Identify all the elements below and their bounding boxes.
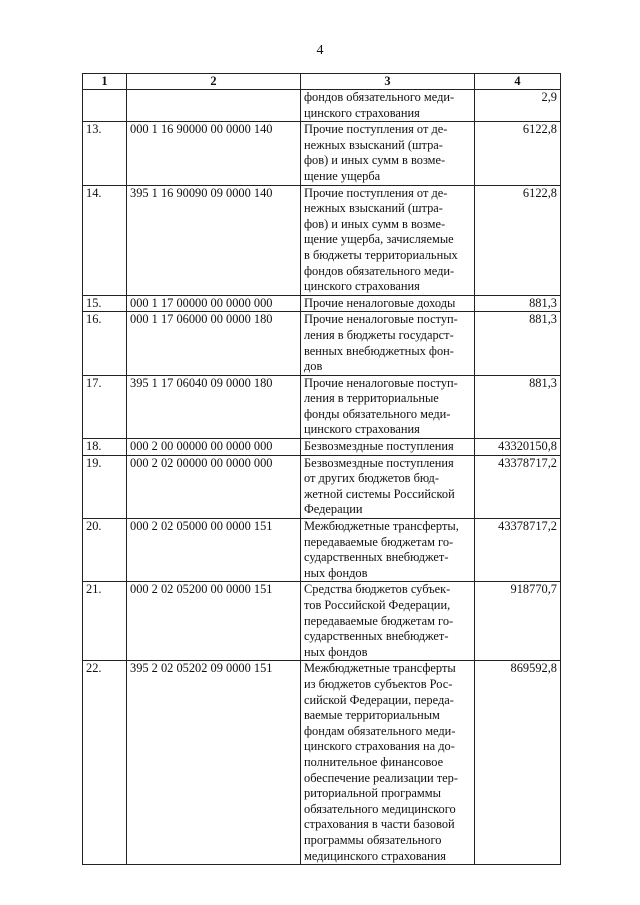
description-line: фондам обязательного меди-: [304, 723, 456, 738]
page-number: 4: [316, 43, 324, 58]
revenue-description: [301, 122, 475, 185]
row-number: 15.: [83, 295, 127, 312]
row-number: 18.: [83, 439, 127, 456]
revenue-description: [301, 375, 475, 438]
budget-classification-code: 395 1 17 06040 09 0000 180: [127, 375, 301, 438]
description-line: цинского страхования: [304, 279, 420, 294]
row-number: 22.: [83, 661, 127, 865]
column-header: 3: [301, 74, 475, 90]
description-line: щение ущерба, зачисляемые: [304, 232, 454, 247]
table-row: [83, 455, 561, 518]
table-row: [83, 519, 561, 582]
budget-classification-code: [127, 90, 301, 122]
description-line: Средства бюджетов субъек-: [304, 582, 451, 597]
budget-classification-code: 000 1 17 06000 00 0000 180: [127, 312, 301, 375]
table-row: [83, 439, 561, 456]
amount: 881,3: [475, 375, 561, 438]
description-line: Прочие неналоговые поступ-: [304, 375, 458, 390]
description-line: ных фондов: [304, 565, 368, 580]
description-line: Прочие неналоговые поступ-: [304, 312, 458, 327]
description-line: Прочие поступления от де-: [304, 122, 448, 137]
table-row: [83, 375, 561, 438]
table-row: [83, 661, 561, 865]
description-line: ваемые территориальным: [304, 708, 440, 723]
row-number: 16.: [83, 312, 127, 375]
description-line: Федерации: [304, 502, 363, 517]
row-number: 13.: [83, 122, 127, 185]
row-number: [83, 90, 127, 122]
description-line: передаваемые бюджетам го-: [304, 613, 454, 628]
revenue-description: [301, 455, 475, 518]
column-header: 4: [475, 74, 561, 90]
budget-classification-code: 000 2 02 05200 00 0000 151: [127, 582, 301, 661]
description-line: ления в территориальные: [304, 391, 439, 406]
description-line: нежных взысканий (штра-: [304, 201, 443, 216]
revenue-description: [301, 519, 475, 582]
amount: 43320150,8: [475, 439, 561, 456]
table-row: [83, 582, 561, 661]
description-line: щение ущерба: [304, 168, 381, 183]
row-number: 17.: [83, 375, 127, 438]
table-row: [83, 90, 561, 122]
description-line: Прочие поступления от де-: [304, 185, 448, 200]
description-line: страхования в части базовой: [304, 817, 455, 832]
amount: 869592,8: [475, 661, 561, 865]
column-header: 2: [127, 74, 301, 90]
amount: 43378717,2: [475, 519, 561, 582]
revenue-description: [301, 295, 475, 312]
amount: 6122,8: [475, 122, 561, 185]
amount: 881,3: [475, 312, 561, 375]
description-line: дов: [304, 359, 323, 374]
row-number: 20.: [83, 519, 127, 582]
row-number: 19.: [83, 455, 127, 518]
description-line: Безвозмездные поступления: [304, 439, 454, 454]
description-line: Прочие неналоговые доходы: [304, 295, 456, 310]
revenue-description: [301, 439, 475, 456]
table-row: [83, 122, 561, 185]
description-line: Безвозмездные поступления: [304, 455, 454, 470]
description-line: цинского страхования на до-: [304, 739, 455, 754]
description-line: от других бюджетов бюд-: [304, 471, 439, 486]
description-line: фондов обязательного меди-: [304, 90, 455, 104]
description-line: фов) и иных сумм в возме-: [304, 153, 446, 168]
description-line: из бюджетов субъектов Рос-: [304, 676, 453, 691]
table-header-row: [83, 74, 561, 90]
amount: 881,3: [475, 295, 561, 312]
description-line: нежных взысканий (штра-: [304, 137, 443, 152]
column-header: 1: [83, 74, 127, 90]
revenue-description: [301, 312, 475, 375]
revenue-description: [301, 90, 475, 122]
description-line: сударственных внебюджет-: [304, 629, 449, 644]
description-line: обеспечение реализации тер-: [304, 770, 458, 785]
revenue-description: [301, 185, 475, 295]
revenue-description: [301, 661, 475, 865]
revenue-description: [301, 582, 475, 661]
description-line: венных внебюджетных фон-: [304, 343, 454, 358]
description-line: тов Российской Федерации,: [304, 598, 451, 612]
description-line: фондов обязательного меди-: [304, 263, 455, 278]
budget-classification-code: 395 2 02 05202 09 0000 151: [127, 661, 301, 865]
description-line: цинского страхования: [304, 105, 420, 120]
row-number: 14.: [83, 185, 127, 295]
description-line: фов) и иных сумм в возме-: [304, 216, 446, 231]
revenue-table: [82, 73, 561, 865]
budget-classification-code: 000 1 17 00000 00 0000 000: [127, 295, 301, 312]
description-line: сударственных внебюджет-: [304, 550, 449, 565]
budget-classification-code: 000 1 16 90000 00 0000 140: [127, 122, 301, 185]
description-line: ления в бюджеты государст-: [304, 327, 454, 342]
table-row: [83, 295, 561, 312]
description-line: Межбюджетные трансферты,: [304, 519, 459, 534]
description-line: полнительное финансовое: [304, 754, 444, 769]
budget-classification-code: 000 2 02 05000 00 0000 151: [127, 519, 301, 582]
description-line: программы обязательного: [304, 832, 442, 847]
amount: 43378717,2: [475, 455, 561, 518]
description-line: медицинского страхования: [304, 848, 446, 863]
description-line: ных фондов: [304, 644, 368, 659]
budget-classification-code: 000 2 00 00000 00 0000 000: [127, 439, 301, 456]
description-line: риториальной программы: [304, 786, 441, 801]
description-line: жетной системы Российской: [304, 486, 455, 501]
description-line: в бюджеты территориальных: [304, 247, 458, 262]
budget-classification-code: 395 1 16 90090 09 0000 140: [127, 185, 301, 295]
description-line: передаваемые бюджетам го-: [304, 534, 454, 549]
amount: 6122,8: [475, 185, 561, 295]
description-line: цинского страхования: [304, 422, 420, 437]
description-line: фонды обязательного меди-: [304, 406, 451, 421]
amount: 918770,7: [475, 582, 561, 661]
budget-classification-code: 000 2 02 00000 00 0000 000: [127, 455, 301, 518]
description-line: Межбюджетные трансферты: [304, 661, 456, 676]
amount: 2,9: [475, 90, 561, 122]
table-row: [83, 185, 561, 295]
description-line: обязательного медицинского: [304, 801, 456, 816]
row-number: 21.: [83, 582, 127, 661]
table-row: [83, 312, 561, 375]
description-line: сийской Федерации, переда-: [304, 692, 454, 707]
